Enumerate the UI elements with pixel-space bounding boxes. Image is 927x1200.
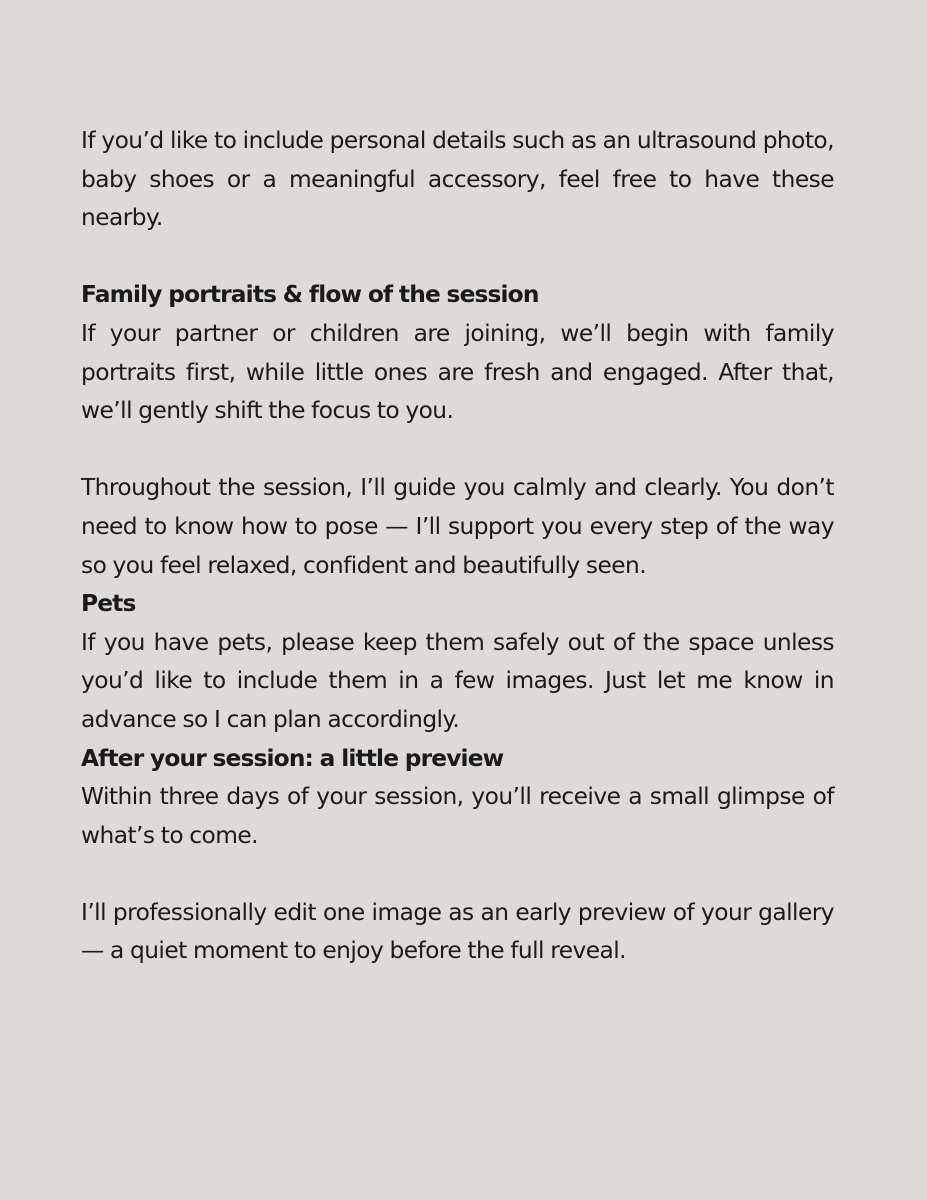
preview-section <box>81 740 834 972</box>
guidance-paragraph: Throughout the session, I’ll guide you calmly and clearly. You don’t need to know how to pose — I’ll support you every step of the way so you feel relaxed, confident and beautifully seen. <box>81 474 834 579</box>
intro-paragraph: If you’d like to include personal details such as an ultrasound photo, baby shoes or a meaningful accessory, feel free to have these nearby. <box>81 127 834 232</box>
family-paragraph: If your partner or children are joining, we’ll begin with family portraits first, while little ones are fresh and engaged. After that, we’ll gently shift the focus to you. <box>81 319 834 425</box>
family-heading: Family portraits & flow of the session <box>81 281 539 309</box>
preview-detail-paragraph: I’ll professionally edit one image as an early preview of your gallery — a quiet moment to enjoy before the full reveal. <box>81 898 834 965</box>
document-content <box>81 122 834 971</box>
pets-paragraph: If you have pets, please keep them safely out of the space unless you’d like to include them in a few images. Just let me know in advance so I can plan accordingly. <box>81 628 834 733</box>
preview-heading: After your session: a little preview <box>81 744 504 772</box>
family-section <box>81 276 834 585</box>
pets-section <box>81 585 834 739</box>
preview-paragraph: Within three days of your session, you’ll receive a small glimpse of what’s to come. <box>81 783 834 849</box>
pets-heading: Pets <box>81 590 136 618</box>
